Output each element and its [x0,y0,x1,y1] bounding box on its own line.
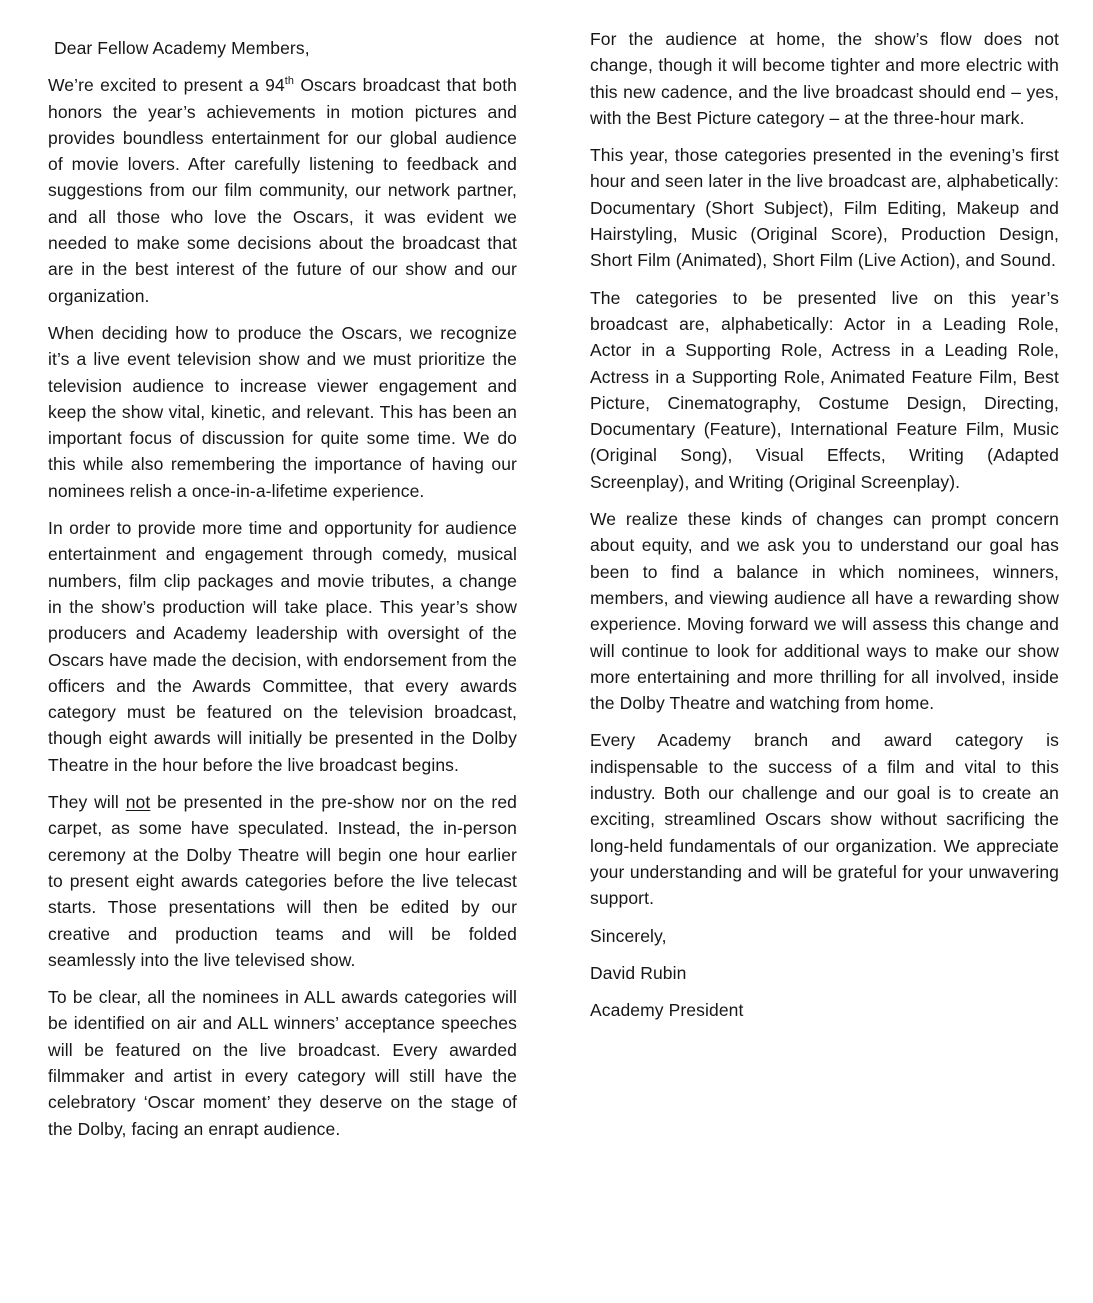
text-run: For the audience at home, the show’s flow does not change, though it will become tighter and more electric with this new cadence, and the live broadcast should end – yes, with the Best Picture category – at the three-hour mark. [590,29,1059,128]
text-run: In order to provide more time and opportunity for audience entertainment and engagement through comedy, musical numbers, film clip packages and movie tributes, a change in the show’s production will take place. This year’s show producers and Academy leadership with oversight of the Oscars have made the decision, with endorsement from the officers and the Awards Committee, that every awards category must be featured on the television broadcast, though eight awards will initially be presented in the Dolby Theatre in the hour before the live broadcast begins. [48,518,517,775]
text-run: This year, those categories presented in the evening’s first hour and seen later in the live broadcast are, alphabetically: Documentary (Short Subject), Film Editing, Makeup and Hairstyling, Music (Original Score), Production Design, Short Film (Animated), Short Film (Live Action), and Sound. [590,145,1059,271]
paragraph-10 [590,727,1059,911]
text-run: be presented in the pre-show nor on the red carpet, as some have speculated. Instead, the in-person ceremony at the Dolby Theatre will begin one hour earlier to present eight awards categories before the live telecast starts. Those presentations will then be edited by our creative and production teams and will be folded seamlessly into the live televised show. [48,792,517,970]
paragraph-1 [48,72,517,309]
paragraph-6 [590,26,1059,131]
text-run: Every Academy branch and award category is indispensable to the success of a film and vital to this industry. Both our challenge and our goal is to create an exciting, streamlined Oscars show without sacrificing the long-held fundamentals of our organization. We appreciate your understanding and will be grateful for your unwavering support. [590,730,1059,909]
text-run: Dear Fellow Academy Members, [54,38,310,58]
left-column [48,26,517,1303]
text-run: They will [48,792,126,813]
underlined-text: not [125,792,151,813]
paragraph-8 [590,285,1059,495]
text-run: Oscars broadcast that both honors the year’s achievements in motion pictures and provides boundless entertainment for our global audience of movie lovers. After carefully listening to feedback and suggestions from our film community, our network partner, and all those who love the Oscars, it was evident we needed to make some decisions about the broadcast that are in the best interest of the future of our show and our organization. [48,75,517,306]
paragraph-5 [48,984,517,1142]
text-run: Academy President [590,1000,744,1021]
text-run: The categories to be presented live on this year’s broadcast are, alphabetically: Actor in a Leading Role, Actor in a Supporting Role, Actress in a Leading Role, Actress in a Supporting Role, Animated Feature Film, Best Picture, Cinematography, Costume Design, Directing, Documentary (Feature), International Feature Film, Music (Original Song), Visual Effects, Writing (Adapted Screenplay), and Writing (Original Screenplay). [590,287,1059,492]
text-run: Sincerely, [590,925,667,946]
signature-title [590,997,1059,1023]
text-run: To be clear, all the nominees in ALL awards categories will be identified on air and ALL winners’ acceptance speeches will be featured on the live broadcast. Every awarded filmmaker and artist in every category will still have the celebratory ‘Oscar moment’ they deserve on the stage of the Dolby, facing an enrapt audience. [48,987,517,1139]
text-run: We’re excited to present a 94 [48,75,285,96]
paragraph-7 [590,142,1059,273]
superscript-text: th [284,75,295,88]
closing-salutation [590,923,1059,949]
salutation [48,35,517,61]
text-run: David Rubin [590,962,687,983]
paragraph-2 [48,320,517,504]
text-run: We realize these kinds of changes can prompt concern about equity, and we ask you to understand our goal has been to find a balance in which nominees, winners, members, and viewing audience all have a rewarding show experience. Moving forward we will assess this change and will continue to look for additional ways to make our show more entertaining and more thrilling for all involved, inside the Dolby Theatre and watching from home. [590,509,1059,714]
paragraph-9 [590,506,1059,716]
paragraph-3 [48,515,517,778]
right-column [590,26,1059,1303]
signature-name [590,960,1059,986]
paragraph-4 [48,789,517,973]
text-run: When deciding how to produce the Oscars, we recognize it’s a live event television show and we must prioritize the television audience to increase viewer engagement and keep the show vital, kinetic, and relevant. This has been an important focus of discussion for quite some time. We do this while also remembering the importance of having our nominees relish a once-in-a-lifetime experience. [48,322,517,501]
